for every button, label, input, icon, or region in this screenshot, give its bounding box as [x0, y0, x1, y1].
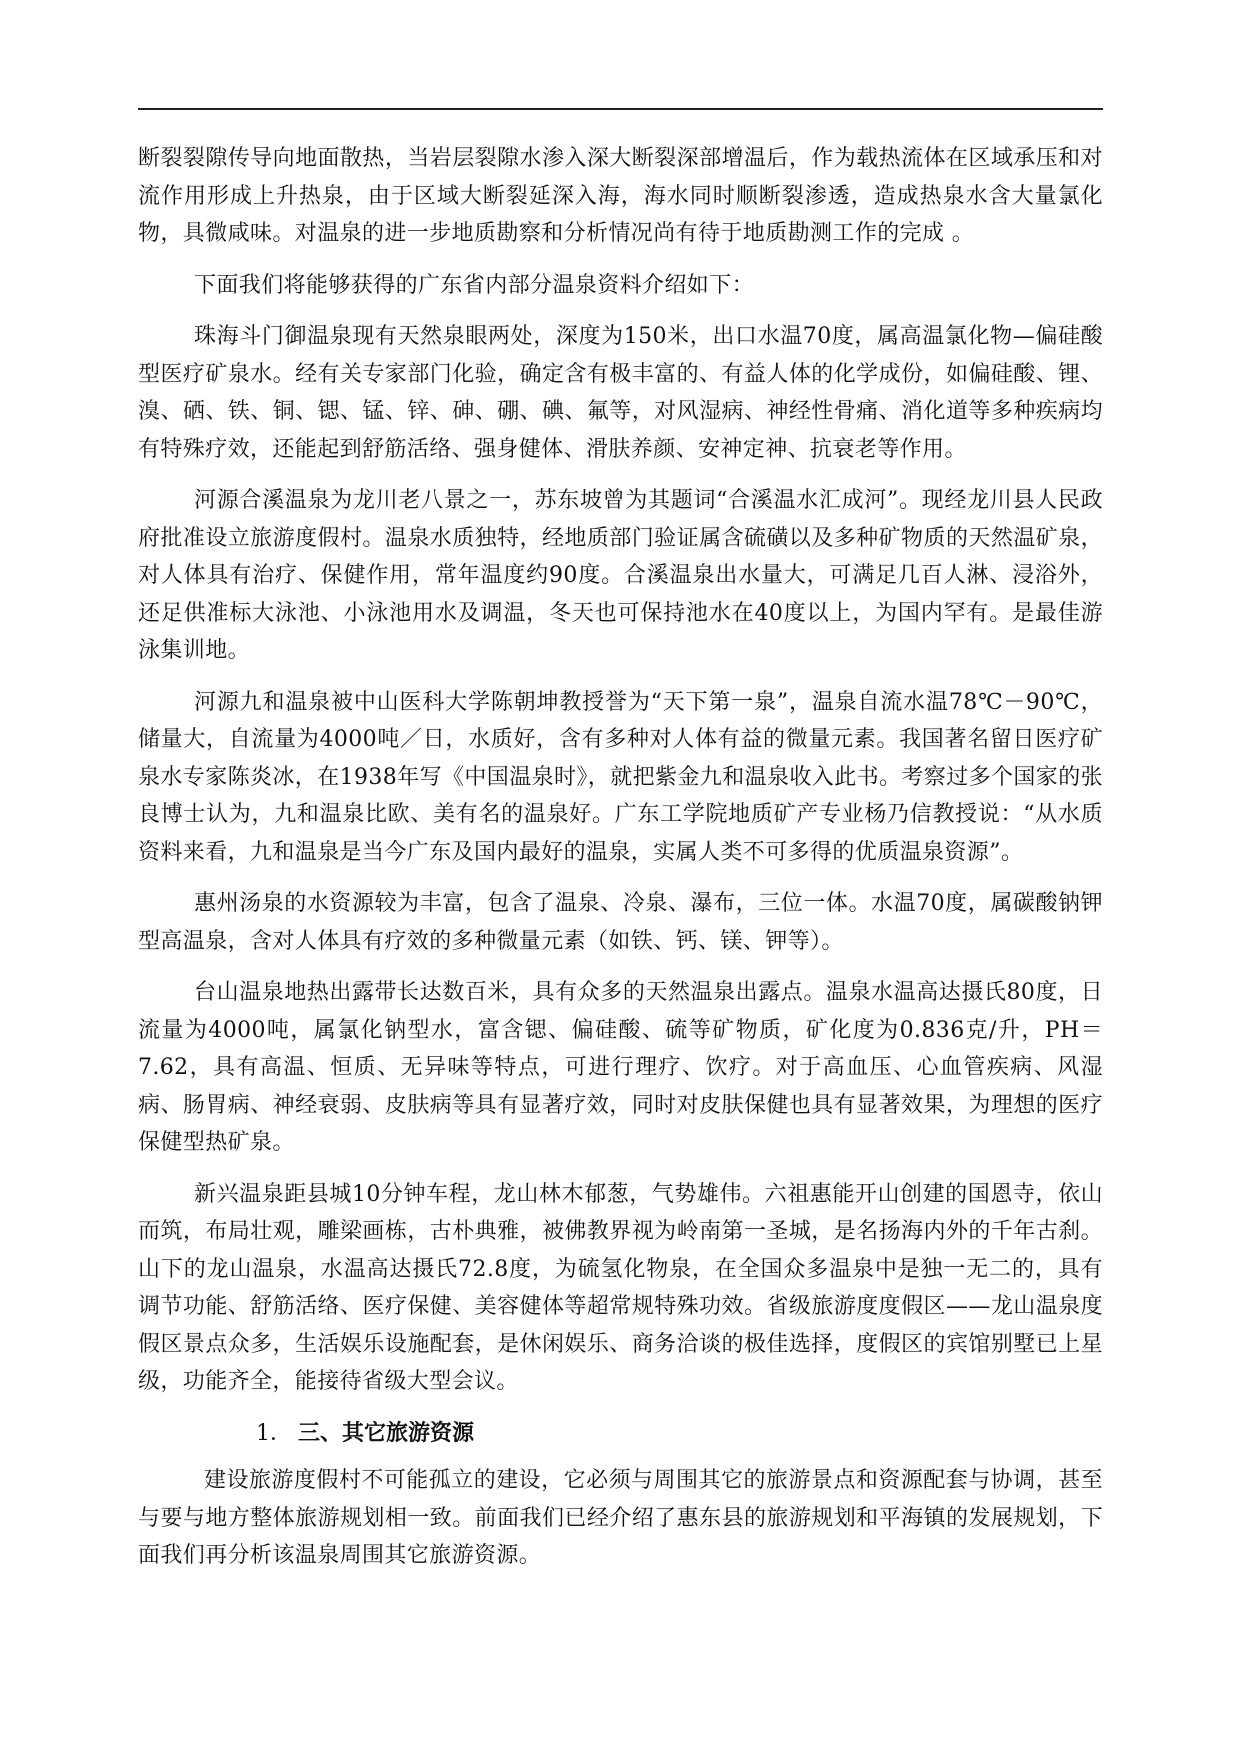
paragraph-huizhou-hot-spring: 惠州汤泉的水资源较为丰富，包含了温泉、冷泉、瀑布，三位一体。水温70度，属碳酸钠钾型高温泉，含对人体具有疗效的多种微量元素（如铁、钙、镁、钾等）。: [138, 891, 1103, 954]
section-heading-number: 1．: [256, 1420, 292, 1446]
section-heading-title: 三、其它旅游资源: [298, 1419, 475, 1446]
paragraph-hexi-hot-spring: 河源合溪温泉为龙川老八景之一，苏东坡曾为其题词“合溪温水汇成河”。现经龙川县人民政府批准设立旅游度假村。温泉水质独特，经地质部门验证属含硫磺以及多种矿物质的天然温矿泉，对人体具有治疗、保健作用，常年温度约90度。合溪温泉出水量大，可满足几百人淋、浸浴外，还足供准标大泳池、小泳池用水及调温，冬天也可保持池水在40度以上，为国内罕有。是最佳游泳集训地。: [138, 488, 1103, 663]
header-rule: [138, 108, 1103, 110]
document-body: [138, 140, 1103, 1589]
paragraph-continuation: 断裂裂隙传导向地面散热，当岩层裂隙水渗入深大断裂深部增温后，作为载热流体在区域承压和对流作用形成上升热泉，由于区域大断裂延深入海，海水同时顺断裂渗透，造成热泉水含大量氯化物，具微咸味。对温泉的进一步地质勘察和分析情况尚有待于地质勘测工作的完成 。: [138, 146, 1103, 246]
section-heading: [138, 1415, 1103, 1453]
paragraph-jiuhe-hot-spring: 河源九和温泉被中山医科大学陈朝坤教授誉为“天下第一泉”，温泉自流水温78℃－90℃，储量大，自流量为4000吨／日，水质好，含有多种对人体有益的微量元素。我国著名留日医疗矿泉水专家陈炎冰，在1938年写《中国温泉时》，就把紫金九和温泉收入此书。考察过多个国家的张良博士认为，九和温泉比欧、美有名的温泉好。广东工学院地质矿产专业杨乃信教授说：“从水质资料来看，九和温泉是当今广东及国内最好的温泉，实属人类不可多得的优质温泉资源”。: [138, 689, 1103, 865]
paragraph-zhuhai-hot-spring: 珠海斗门御温泉现有天然泉眼两处，深度为150米，出口水温70度，属高温氯化物—偏硅酸型医疗矿泉水。经有关专家部门化验，确定含有极丰富的、有益人体的化学成份，如偏硅酸、锂、溴、硒、铁、铜、锶、锰、锌、砷、硼、碘、氟等，对风湿病、神经性骨痛、消化道等多种疾病均有特殊疗效，还能起到舒筋活络、强身健体、滑肤养颜、安神定神、抗衰老等作用。: [138, 324, 1103, 462]
paragraph-xinxing-hot-spring: 新兴温泉距县城10分钟车程，龙山林木郁葱，气势雄伟。六祖惠能开山创建的国恩寺，依山而筑，布局壮观，雕梁画栋，古朴典雅，被佛教界视为岭南第一圣城，是名扬海内外的千年古刹。山下的龙山温泉，水温高达摄氏72.8度，为硫氢化物泉，在全国众多温泉中是独一无二的，具有调节功能、舒筋活络、医疗保健、美容健体等超常规特殊功效。省级旅游度度假区——龙山温泉度假区景点众多，生活娱乐设施配套，是休闲娱乐、商务洽谈的极佳选择，度假区的宾馆别墅已上星级，功能齐全，能接待省级大型会议。: [138, 1181, 1103, 1394]
paragraph-taishan-hot-spring: 台山温泉地热出露带长达数百米，具有众多的天然温泉出露点。温泉水温高达摄氏80度，日流量为4000吨，属氯化钠型水，富含锶、偏硅酸、硫等矿物质，矿化度为0.836克/升，PH＝7.62，具有高温、恒质、无异味等特点，可进行理疗、饮疗。对于高血压、心血管疾病、风湿病、肠胃病、神经衰弱、皮肤病等具有显著疗效，同时对皮肤保健也具有显著效果，为理想的医疗保健型热矿泉。: [138, 980, 1103, 1155]
paragraph-other-resources: 建设旅游度假村不可能孤立的建设，它必须与周围其它的旅游景点和资源配套与协调，甚至与要与地方整体旅游规划相一致。前面我们已经介绍了惠东县的旅游规划和平海镇的发展规划，下面我们再分析该温泉周围其它旅游资源。: [138, 1468, 1103, 1568]
paragraph-intro: 下面我们将能够获得的广东省内部分温泉资料介绍如下：: [194, 272, 755, 298]
